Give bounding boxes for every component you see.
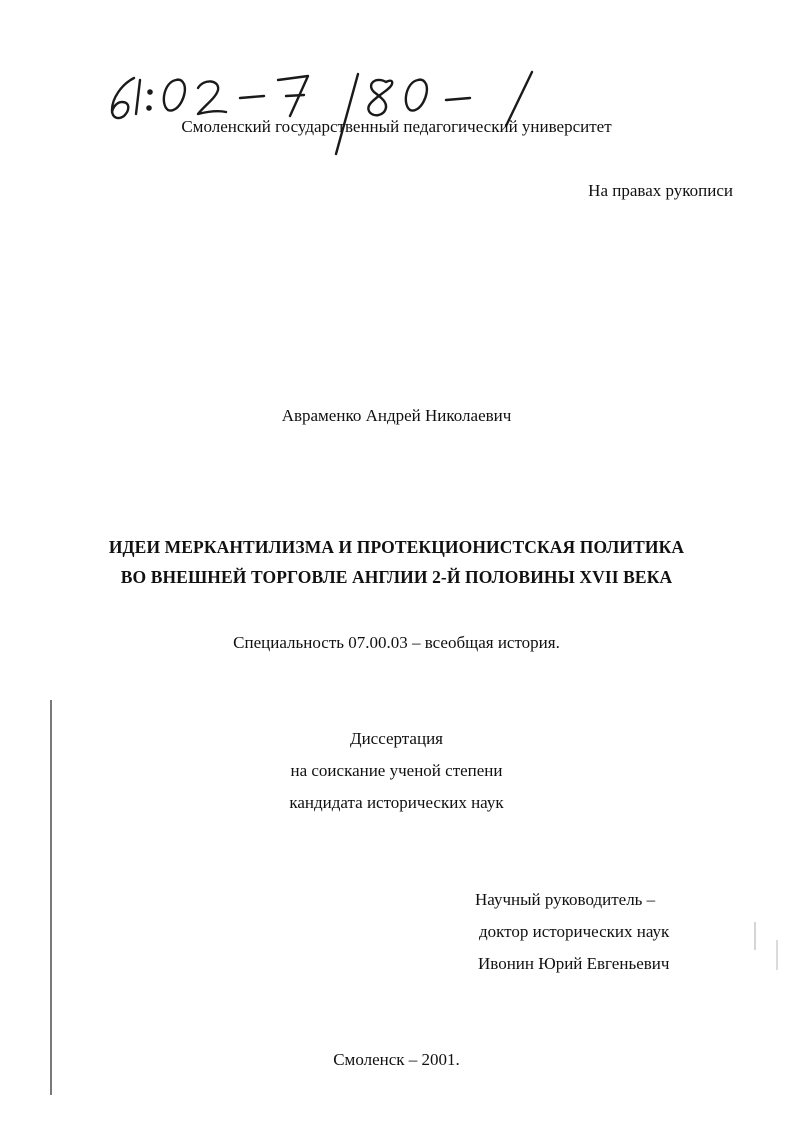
scan-edge-line (50, 700, 52, 1095)
specialty-line: Специальность 07.00.03 – всеобщая история. (233, 633, 560, 652)
city-year: Смоленск – 2001. (333, 1050, 460, 1069)
scan-speck (776, 940, 778, 970)
scan-speck (754, 922, 756, 950)
supervisor-degree: доктор исторических наук (479, 922, 670, 941)
university-name: Смоленский государственный педагогический университет (181, 117, 612, 136)
author-name: Авраменко Андрей Николаевич (281, 406, 512, 425)
degree-line-2: кандидата исторических наук (289, 793, 504, 812)
degree-line-1: на соискание ученой степени (290, 761, 503, 780)
dissertation-title-line-2: ВО ВНЕШНЕЙ ТОРГОВЛЕ АНГЛИИ 2-Й ПОЛОВИНЫ XVII ВЕКА (120, 567, 673, 587)
supervisor-label: Научный руководитель – (475, 890, 656, 909)
dissertation-title-line-1: ИДЕИ МЕРКАНТИЛИЗМА И ПРОТЕКЦИОНИСТСКАЯ ПОЛИТИКА (108, 537, 685, 557)
work-type: Диссертация (349, 729, 443, 748)
handwritten-catalog-number (100, 58, 570, 158)
manuscript-rights-note: На правах рукописи (588, 181, 733, 200)
supervisor-name: Ивонин Юрий Евгеньевич (478, 954, 670, 973)
